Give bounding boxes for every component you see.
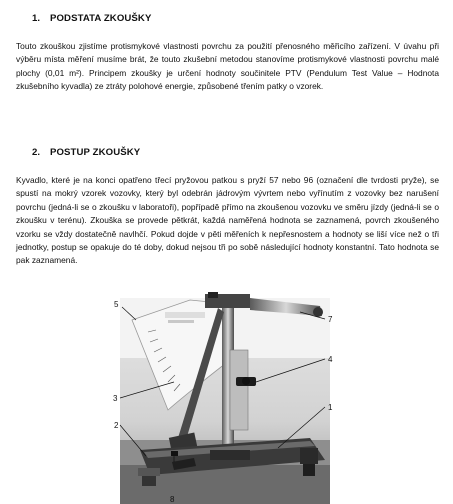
figure-label-8: 8 xyxy=(170,495,175,504)
figure-label-5: 5 xyxy=(114,300,119,309)
section-1-paragraph: Touto zkouškou zjistíme protismykové vlastnosti povrchu za použití přenosného měřicího zařízení. V úvahu při výběru místa měření musíme brát, že touto zkušební metodou stanovíme protismykové vlastnosti povrchu malé plochy (0,01 m²). Principem zkoušky je určení hodnoty součinitele PTV (Pendulum Test Value – Hodnota zkušebního kyvadla) ze ztráty polohové energie, způsobené třením patky o vzorek. xyxy=(16,41,439,92)
section-2-paragraph: Kyvadlo, které je na konci opatřeno třecí pryžovou patkou s pryží 57 nebo 96 (označení dle tvrdosti pryže), se spustí na mokrý vzorek vozovky, který byl odebrán jádrovým vývrtem nebo vyřínutím z vozovky bez narušení povrchu (jedná-li se o zkoušku v laboratoři), popřípadě přímo na zkoušenou vozovku ve směru jízdy (jedná-li se o zkoušku v terénu). Zkouška se provede pětkrát, každá naměřená hodnota se zaznamená, povrch zkoušeného vzorku se vždy dostatečně navlhčí. Pokud dojde v pěti měřeních k nepřesnostem a hodnoty se liší více než o tři jednotky, postup se opakuje do té doby, dokud nejsou tři po sobě následující hodnoty konstantní. Tato hodnota se pak zaznamená. xyxy=(16,175,439,266)
section-1-heading xyxy=(32,13,151,24)
figure-label-7: 7 xyxy=(328,315,333,324)
section-1-number: 1. xyxy=(32,13,41,24)
figure-label-1: 1 xyxy=(328,403,333,412)
section-2-heading xyxy=(32,147,140,158)
pendulum-tester-drawing xyxy=(110,290,345,504)
section-2-number: 2. xyxy=(32,147,41,158)
pendulum-tester-photo xyxy=(110,290,345,504)
figure-label-3: 3 xyxy=(113,394,118,403)
figure-label-4: 4 xyxy=(328,355,333,364)
figure-label-2: 2 xyxy=(114,421,119,430)
section-2-title: POSTUP ZKOUŠKY xyxy=(50,147,141,158)
section-1-title: PODSTATA ZKOUŠKY xyxy=(50,13,152,24)
